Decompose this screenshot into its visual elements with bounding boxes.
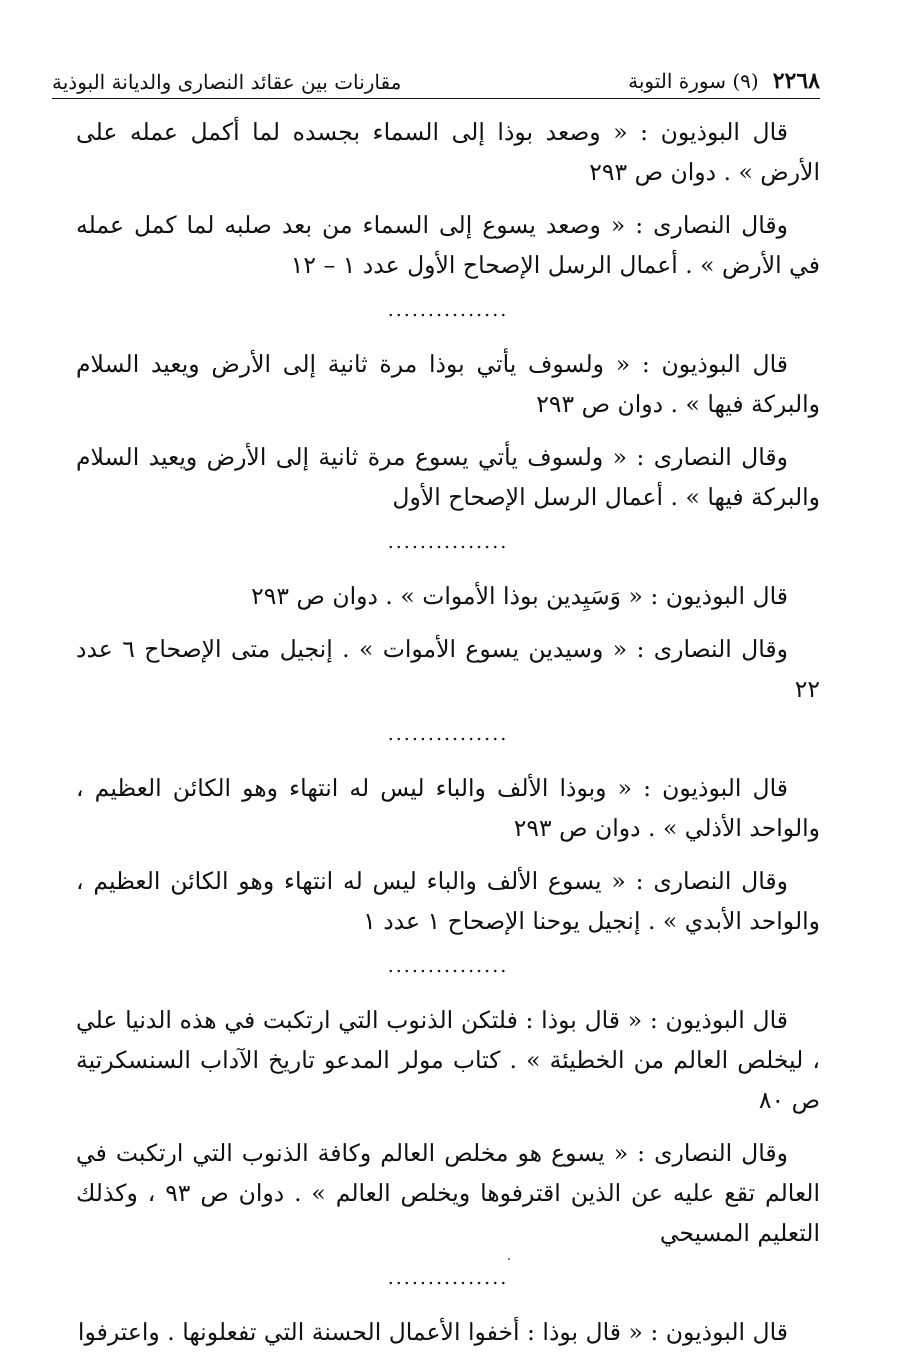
header-right-group <box>628 68 820 94</box>
footer-mark <box>508 1258 510 1260</box>
text-paragraph: قال البوذيون : « وَسَيِدين بوذا الأموات » . دوان ص ٢٩٣ <box>251 582 788 610</box>
text-paragraph: قال البوذيون : « وصعد بوذا إلى السماء بجسده لما أكمل عمله على الأرض » . دوان ص ٢٩٣ <box>76 118 820 186</box>
text-paragraph: قال البوذيون : « ولسوف يأتي بوذا مرة ثانية إلى الأرض ويعيد السلام والبركة فيها » . دوان ص ٢٩٣ <box>76 350 820 418</box>
section-separator: ............... <box>387 723 509 745</box>
text-paragraph: قال البوذيون : « قال بوذا : فلتكن الذنوب التي ارتكبت في هذه الدنيا علي ، ليخلص العالم من الخطيئة » . كتاب مولر المدعو تاريخ الآداب السنسكرتية ص ٨٠ <box>76 1006 820 1114</box>
text-paragraph: وقال النصارى : « يسوع هو مخلص العالم وكافة الذنوب التي ارتكبت في العالم تقع عليه عن الذين اقترفوها ويخلص العالم » . دوان ص ٩٣ ، وكذلك التعليم المسيحي <box>76 1139 820 1247</box>
section-separator: ............... <box>387 531 509 553</box>
section-separator: ............... <box>387 1267 509 1289</box>
running-header <box>52 58 820 94</box>
text-paragraph: قال البوذيون : « وبوذا الألف والباء ليس له انتهاء وهو الكائن العظيم ، والواحد الأذلي » . دوان ص ٢٩٣ <box>76 774 820 842</box>
text-paragraph: وقال النصارى : « ولسوف يأتي يسوع مرة ثانية إلى الأرض ويعيد السلام والبركة فيها » . أعمال الرسل الإصحاح الأول <box>76 443 820 511</box>
text-paragraph: وقال النصارى : « يسوع الألف والباء ليس له انتهاء وهو الكائن العظيم ، والواحد الأبدي » . إنجيل يوحنا الإصحاح ١ عدد ١ <box>76 867 820 935</box>
body-text <box>76 112 820 1365</box>
text-paragraph: قال البوذيون : « قال بوذا : أخفوا الأعمال الحسنة التي تفعلونها . واعترفوا <box>77 1318 788 1346</box>
section-title: مقارنات بين عقائد النصارى والديانة البوذية <box>52 70 402 94</box>
text-paragraph: وقال النصارى : « وصعد يسوع إلى السماء من بعد صلبه لما كمل عمله في الأرض » . أعمال الرسل الإصحاح الأول عدد ١ – ١٢ <box>76 211 820 279</box>
section-separator: ............... <box>387 299 509 321</box>
header-rule <box>52 98 820 99</box>
page-number: ٢٢٦٨ <box>772 68 820 94</box>
section-separator: ............... <box>387 955 509 977</box>
chapter-label: (٩) سورة التوبة <box>628 69 759 93</box>
text-paragraph: وقال النصارى : « وسيدين يسوع الأموات » . إنجيل متى الإصحاح ٦ عدد ٢٢ <box>76 635 820 703</box>
